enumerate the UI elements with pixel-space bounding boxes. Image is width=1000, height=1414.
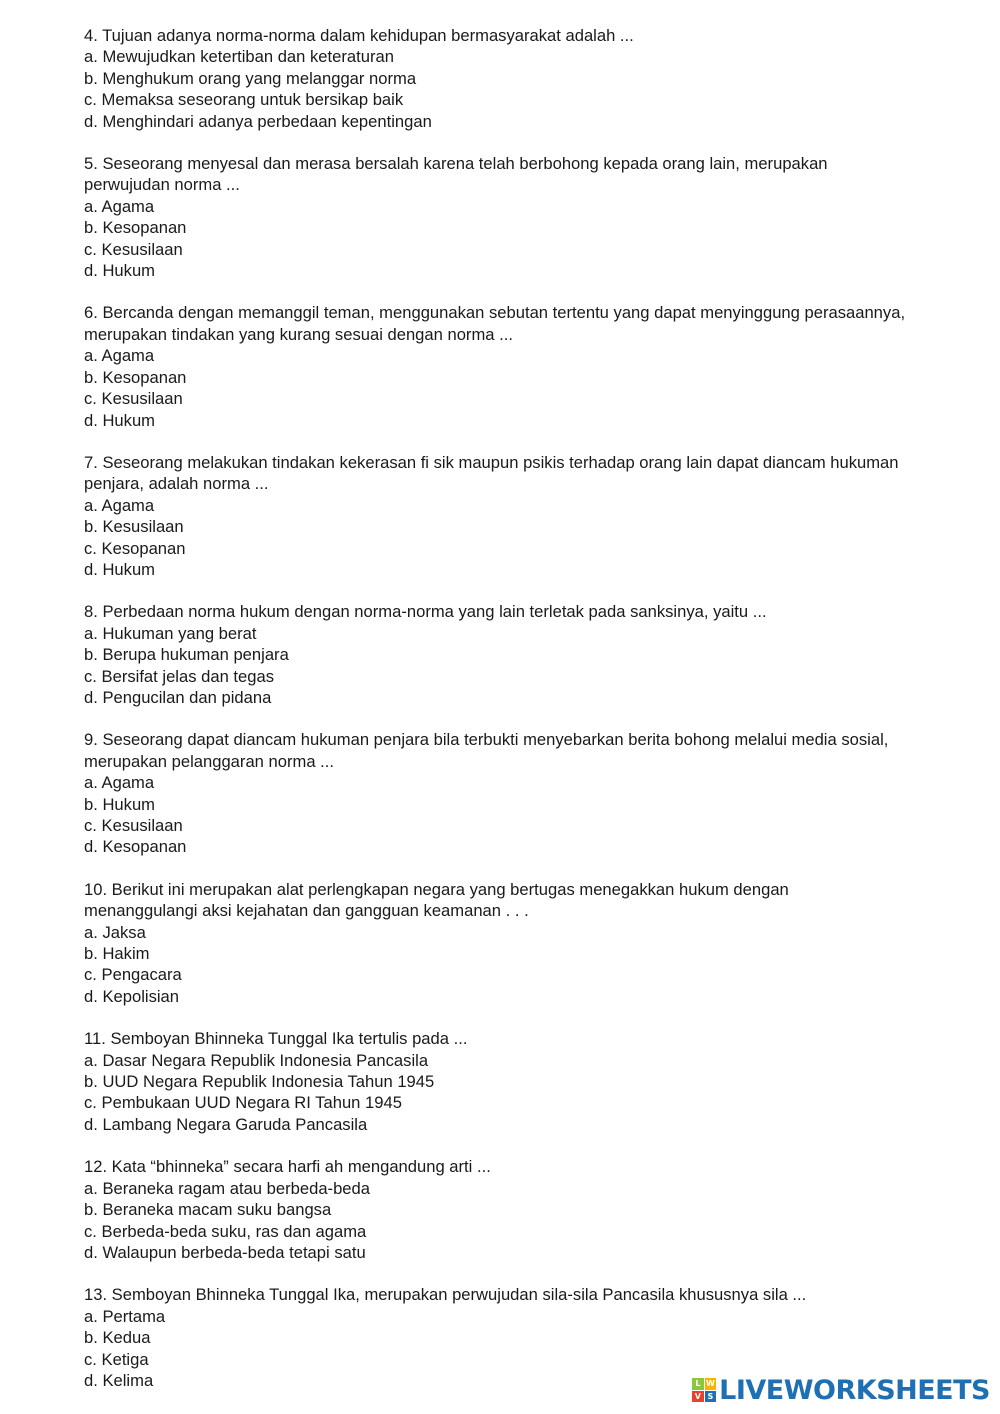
option-b: b. Kesopanan [84,218,187,238]
question-text: 13. Semboyan Bhinneka Tunggal Ika, merupakan perwujudan sila-sila Pancasila khususnya sila ... [84,1285,807,1305]
question-text: 11. Semboyan Bhinneka Tunggal Ika tertulis pada ... [84,1029,468,1049]
option-b: b. Kesopanan [84,367,187,387]
option-c: c. Berbeda-beda suku, ras dan agama [84,1221,367,1241]
option-d: d. Kepolisian [84,986,180,1006]
question-text: 4. Tujuan adanya norma-norma dalam kehidupan bermasyarakat adalah ... [84,26,634,45]
question-text: 10. Berikut ini merupakan alat perlengkapan negara yang bertugas menegakkan hukum dengan menanggulangi aksi kejahatan dan gangguan keamanan . . . [84,879,789,921]
option-d: d. Menghindari adanya perbedaan kepentingan [84,111,432,131]
option-a: a. Dasar Negara Republik Indonesia Pancasila [84,1050,429,1070]
question-text: 5. Seseorang menyesal dan merasa bersalah karena telah berbohong kepada orang lain, merupakan perwujudan norma ... [84,154,828,195]
question-11 [84,1028,998,1135]
option-c: c. Kesusilaan [84,239,183,259]
question-text: 9. Seseorang dapat diancam hukuman penjara bila terbukti menyebarkan berita bohong melalui media sosial, merupakan pelanggaran norma ... [84,730,889,771]
option-d: d. Hukum [84,410,156,430]
question-text: 8. Perbedaan norma hukum dengan norma-norma yang lain terletak pada sanksinya, yaitu ... [84,602,767,622]
worksheet-content [84,25,998,1412]
option-b: b. Kedua [84,1328,151,1348]
option-c: c. Kesusilaan [84,389,183,409]
option-a: a. Pertama [84,1306,166,1326]
option-c: c. Kesopanan [84,538,186,558]
option-b: b. UUD Negara Republik Indonesia Tahun 1945 [84,1072,435,1092]
option-c: c. Memaksa seseorang untuk bersikap baik [84,90,404,110]
question-text: 7. Seseorang melakukan tindakan kekerasan fi sik maupun psikis terhadap orang lain dapat diancam hukuman penjara, adalah norma ... [84,452,899,494]
option-b: b. Beraneka macam suku bangsa [84,1200,332,1220]
question-text: 6. Bercanda dengan memanggil teman, menggunakan sebutan tertentu yang dapat menyinggung perasaannya, merupakan tindakan yang kurang sesuai dengan norma ... [84,303,906,344]
option-a: a. Agama [84,773,155,793]
liveworksheets-watermark [692,1372,990,1408]
option-b: b. Hakim [84,944,150,964]
option-b: b. Menghukum orang yang melanggar norma [84,68,417,88]
liveworksheets-logo-icon [692,1378,716,1402]
logo-tile-l: L [692,1378,704,1390]
option-c: c. Pengacara [84,965,182,985]
option-d: d. Kesopanan [84,837,187,857]
option-d: d. Hukum [84,559,156,579]
question-4 [84,25,998,132]
question-7 [84,452,998,580]
option-c: c. Kesusilaan [84,816,183,835]
option-a: a. Mewujudkan ketertiban dan keteraturan [84,47,394,67]
option-a: a. Agama [84,495,155,515]
logo-tile-v: V [692,1391,704,1403]
option-b: b. Kesusilaan [84,517,184,537]
option-d: d. Hukum [84,261,156,281]
question-text: 12. Kata “bhinneka” secara harfi ah mengandung arti ... [84,1157,491,1177]
question-9 [84,729,998,857]
question-6 [84,302,998,430]
liveworksheets-logo-text: LIVEWORKSHEETS [719,1374,990,1406]
question-12 [84,1156,998,1263]
option-a: a. Beraneka ragam atau berbeda-beda [84,1178,370,1198]
option-c: c. Pembukaan UUD Negara RI Tahun 1945 [84,1093,402,1113]
question-8 [84,601,998,708]
option-d: d. Lambang Negara Garuda Pancasila [84,1114,368,1134]
option-c: c. Ketiga [84,1349,149,1369]
option-d: d. Kelima [84,1370,154,1390]
option-d: d. Walaupun berbeda-beda tetapi satu [84,1242,366,1262]
option-b: b. Hukum [84,794,156,814]
option-a: a. Agama [84,196,155,216]
option-c: c. Bersifat jelas dan tegas [84,666,275,686]
question-5 [84,153,998,281]
question-10 [84,879,998,1007]
option-a: a. Agama [84,346,155,366]
option-d: d. Pengucilan dan pidana [84,687,272,707]
option-a: a. Hukuman yang berat [84,623,257,643]
logo-tile-w: W [705,1379,715,1388]
option-a: a. Jaksa [84,922,146,942]
option-b: b. Berupa hukuman penjara [84,645,289,665]
logo-tile-s: S [705,1391,717,1403]
